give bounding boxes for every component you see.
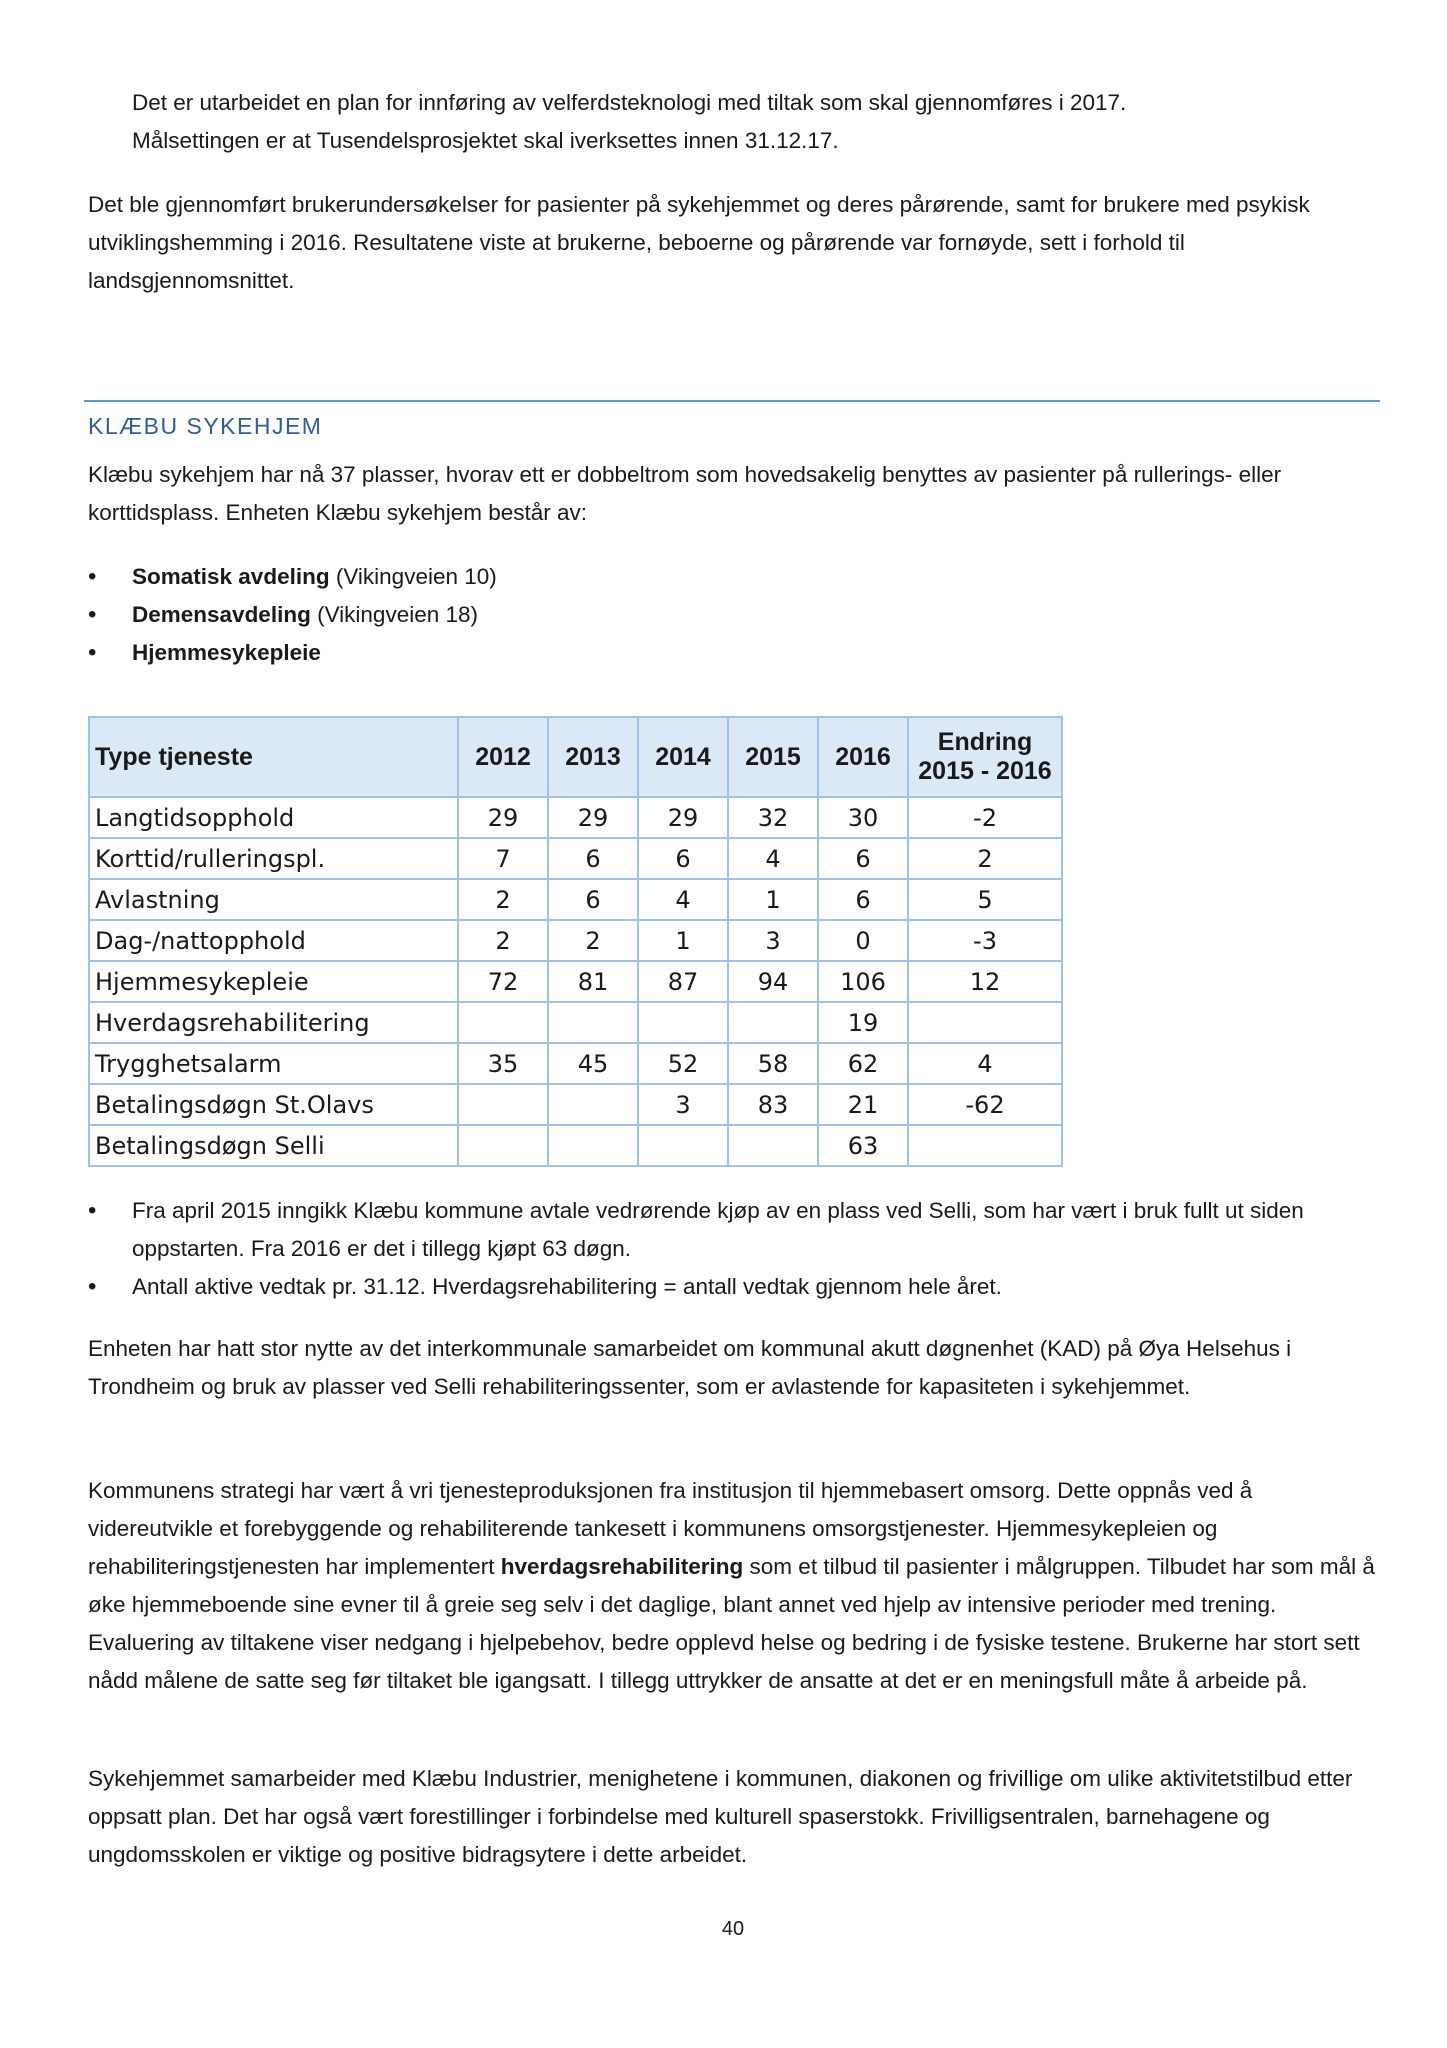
- row-label: Langtidsopphold: [89, 797, 458, 838]
- table-cell: 1: [638, 920, 728, 961]
- strategy-text-start: Kommunens strategi har vært å vri tjenesteproduksjonen fra institusjon til hjemmebasert omsorg. Dette oppnås ved å videreutvikle et forebyggende og rehabiliterende tankesett i kommunens omsorgstjenester. Hjemmesykepleien og rehabiliteringstjenesten har implementert: [88, 1478, 1253, 1579]
- strategy-bold-term: hverdagsrehabilitering: [500, 1554, 744, 1579]
- table-cell: -3: [908, 920, 1062, 961]
- list-item: [88, 596, 497, 634]
- table-cell: 45: [548, 1043, 638, 1084]
- table-row: [89, 838, 1062, 879]
- table-cell: [548, 1002, 638, 1043]
- unit-name: Demensavdeling: [132, 602, 311, 627]
- row-label: Avlastning: [89, 879, 458, 920]
- table-cell: 81: [548, 961, 638, 1002]
- table-cell: [908, 1125, 1062, 1166]
- table-cell: 2: [458, 920, 548, 961]
- table-row: [89, 1002, 1062, 1043]
- table-cell: [458, 1125, 548, 1166]
- table-row: [89, 797, 1062, 838]
- table-cell: 1: [728, 879, 818, 920]
- table-cell: [728, 1002, 818, 1043]
- table-cell: [908, 1002, 1062, 1043]
- table-cell: 106: [818, 961, 908, 1002]
- list-item: • Fra april 2015 inngikk Klæbu kommune avtale vedrørende kjøp av en plass ved Selli, som har vært i bruk fullt ut siden oppstarten. Fra 2016 er det i tillegg kjøpt 63 døgn.: [88, 1192, 1378, 1268]
- table-cell: 5: [908, 879, 1062, 920]
- table-row: [89, 1125, 1062, 1166]
- table-header-row: [89, 717, 1062, 797]
- table-cell: [548, 1084, 638, 1125]
- table-row: [89, 1084, 1062, 1125]
- table-cell: -62: [908, 1084, 1062, 1125]
- services-table: [88, 716, 1063, 1167]
- list-item: [88, 634, 497, 672]
- list-item: • Antall aktive vedtak pr. 31.12. Hverdagsrehabilitering = antall vedtak gjennom hele året.: [88, 1268, 1378, 1306]
- unit-name: Somatisk avdeling: [132, 564, 330, 589]
- row-label: Betalingsdøgn Selli: [89, 1125, 458, 1166]
- intro-line-1: Det er utarbeidet en plan for innføring av velferdsteknologi med tiltak som skal gjennomføres i 2017.: [132, 90, 1127, 115]
- table-cell: 6: [638, 838, 728, 879]
- table-row: [89, 961, 1062, 1002]
- row-label: Trygghetsalarm: [89, 1043, 458, 1084]
- table-row: [89, 920, 1062, 961]
- table-cell: -2: [908, 797, 1062, 838]
- page-number: 40: [721, 1918, 745, 1940]
- strategy-text-end: som et tilbud til pasienter i målgruppen. Tilbudet har som mål å øke hjemmeboende sine evner til å greie seg selv i det daglige, blant annet ved hjelp av intensive perioder med trening. Evaluering av tiltakene viser nedgang i hjelpebehov, bedre opplevd helse og bedring i de fysiske testene. Brukerne har stort sett nådd målene de satte seg før tiltaket ble igangsatt. I tillegg uttrykker de ansatte at det er en meningsfull måte å arbeide på.: [88, 1554, 1375, 1693]
- unit-list: [88, 558, 497, 672]
- table-row: [89, 879, 1062, 920]
- intro-line-2: Målsettingen er at Tusendelsprosjektet skal iverksettes innen 31.12.17.: [132, 128, 839, 153]
- header-2013: 2013: [548, 717, 638, 797]
- header-2015: 2015: [728, 717, 818, 797]
- row-label: Betalingsdøgn St.Olavs: [89, 1084, 458, 1125]
- table-cell: 7: [458, 838, 548, 879]
- row-label: Hjemmesykepleie: [89, 961, 458, 1002]
- table-cell: 21: [818, 1084, 908, 1125]
- table-cell: 58: [728, 1043, 818, 1084]
- table-cell: 6: [548, 838, 638, 879]
- table-cell: 32: [728, 797, 818, 838]
- row-label: Dag-/nattopphold: [89, 920, 458, 961]
- table-cell: 2: [908, 838, 1062, 879]
- table-cell: 6: [548, 879, 638, 920]
- table-cell: 52: [638, 1043, 728, 1084]
- table-body: [89, 797, 1062, 1166]
- header-2014: 2014: [638, 717, 728, 797]
- table-cell: [548, 1125, 638, 1166]
- header-2016: 2016: [818, 717, 908, 797]
- table-cell: 4: [728, 838, 818, 879]
- table-cell: 4: [638, 879, 728, 920]
- table-cell: 2: [458, 879, 548, 920]
- table-cell: 63: [818, 1125, 908, 1166]
- table-cell: [638, 1125, 728, 1166]
- table-cell: 4: [908, 1043, 1062, 1084]
- table-cell: 62: [818, 1043, 908, 1084]
- section-divider: [84, 400, 1380, 402]
- table-cell: [728, 1125, 818, 1166]
- table-row: [89, 1043, 1062, 1084]
- table-cell: 12: [908, 961, 1062, 1002]
- header-change: [908, 717, 1062, 797]
- table-cell: 30: [818, 797, 908, 838]
- table-cell: 29: [548, 797, 638, 838]
- table-cell: 3: [638, 1084, 728, 1125]
- table-cell: 35: [458, 1043, 548, 1084]
- header-type: Type tjeneste: [89, 717, 458, 797]
- section-intro: Klæbu sykehjem har nå 37 plasser, hvorav ett er dobbeltrom som hovedsakelig benyttes av pasienter på rullerings- eller korttidsplass. Enheten Klæbu sykehjem består av:: [88, 462, 1282, 525]
- table-cell: [458, 1002, 548, 1043]
- cooperation-paragraph: Sykehjemmet samarbeider med Klæbu Industrier, menighetene i kommunen, diakonen og frivillige om ulike aktivitetstilbud etter oppsatt plan. Det har også vært forestillinger i forbindelse med kulturell spaserstokk. Frivilligsentralen, barnehagene og ungdomsskolen er viktige og positive bidragsytere i dette arbeidet.: [88, 1766, 1353, 1867]
- table-cell: 87: [638, 961, 728, 1002]
- table-cell: 83: [728, 1084, 818, 1125]
- header-2012: 2012: [458, 717, 548, 797]
- kad-paragraph: Enheten har hatt stor nytte av det interkommunale samarbeidet om kommunal akutt døgnenhet (KAD) på Øya Helsehus i Trondheim og bruk av plasser ved Selli rehabiliteringssenter, som er avlastende for kapasiteten i sykehjemmet.: [88, 1336, 1292, 1399]
- table-cell: [458, 1084, 548, 1125]
- table-cell: 3: [728, 920, 818, 961]
- table-cell: 2: [548, 920, 638, 961]
- header-change-line2: 2015 - 2016: [918, 757, 1052, 785]
- table-cell: 0: [818, 920, 908, 961]
- strategy-paragraph: [88, 1472, 1378, 1700]
- intro-block: [132, 84, 1332, 160]
- row-label: Hverdagsrehabilitering: [89, 1002, 458, 1043]
- table-cell: 6: [818, 879, 908, 920]
- header-change-line1: Endring: [937, 728, 1033, 756]
- table-cell: 72: [458, 961, 548, 1002]
- unit-detail: (Vikingveien 18): [310, 602, 479, 627]
- table-cell: 94: [728, 961, 818, 1002]
- table-cell: 6: [818, 838, 908, 879]
- table-cell: [638, 1002, 728, 1043]
- unit-detail: (Vikingveien 10): [329, 564, 497, 589]
- table-cell: 29: [638, 797, 728, 838]
- unit-name: Hjemmesykepleie: [132, 640, 321, 665]
- row-label: Korttid/rulleringspl.: [89, 838, 458, 879]
- notes-list: [88, 1192, 1378, 1306]
- section-heading: KLÆBU SYKEHJEM: [88, 413, 323, 439]
- survey-paragraph: Det ble gjennomført brukerundersøkelser for pasienter på sykehjemmet og deres pårørende, samt for brukere med psykisk utviklingshemming i 2016. Resultatene viste at brukerne, beboerne og pårørende var fornøyde, sett i forhold til landsgjennomsnittet.: [88, 192, 1310, 293]
- table-cell: 19: [818, 1002, 908, 1043]
- table-cell: 29: [458, 797, 548, 838]
- list-item: [88, 558, 497, 596]
